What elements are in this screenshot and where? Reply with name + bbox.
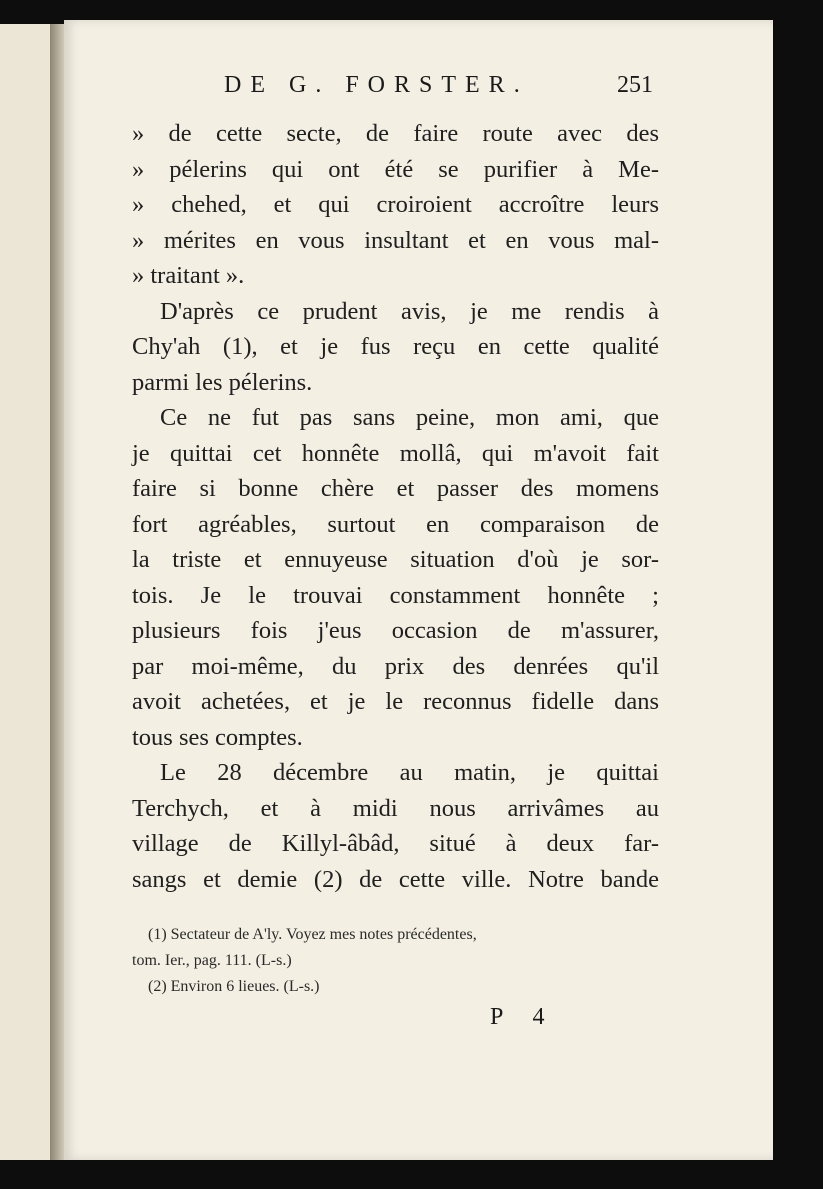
text-line: » mérites en vous insultant et en vous mal- <box>132 226 659 254</box>
facing-page-edge <box>0 24 52 1160</box>
text-line: par moi-même, du prix des denrées qu'il <box>132 652 659 680</box>
text-line: Chy'ah (1), et je fus reçu en cette qualité <box>132 333 659 360</box>
signature-mark: P 4 <box>490 1004 557 1030</box>
text-line: fort agréables, surtout en comparaison de <box>132 510 659 538</box>
footnotes <box>132 922 659 1000</box>
text-line: Terchych, et à midi nous arrivâmes au <box>132 794 659 822</box>
text-line: parmi les pélerins. <box>132 368 313 396</box>
text-line: » pélerins qui ont été se purifier à Me- <box>132 155 659 183</box>
text-line: » chehed, et qui croiroient accroître leurs <box>132 191 659 218</box>
footnote-line: (1) Sectateur de A'ly. Voyez mes notes précédentes, <box>148 926 477 943</box>
text-line: » de cette secte, de faire route avec des <box>132 120 659 147</box>
page-number: 251 <box>617 72 653 98</box>
footnote-line: (2) Environ 6 lieues. (L-s.) <box>148 978 320 995</box>
text-line: sangs et demie (2) de cette ville. Notre bande <box>132 865 659 893</box>
text-line: avoit achetées, et je le reconnus fidelle dans <box>132 688 659 715</box>
text-line: tois. Je le trouvai constamment honnête ; <box>132 581 659 609</box>
running-head <box>64 72 773 108</box>
text-line: la triste et ennuyeuse situation d'où je sor- <box>132 546 659 573</box>
running-title: DE G. FORSTER. <box>224 72 529 98</box>
text-line: D'après ce prudent avis, je me rendis à <box>160 297 659 325</box>
text-line: tous ses comptes. <box>132 723 303 751</box>
text-line: » traitant ». <box>132 262 245 289</box>
text-line: plusieurs fois j'eus occasion de m'assurer, <box>132 617 659 644</box>
footnote-line: tom. Ier., pag. 111. (L-s.) <box>132 952 292 969</box>
text-line: je quittai cet honnête mollâ, qui m'avoit fait <box>132 439 659 467</box>
book-page <box>64 20 773 1160</box>
text-line: Le 28 décembre au matin, je quittai <box>160 759 659 786</box>
text-line: village de Killyl-âbâd, situé à deux far- <box>132 830 659 857</box>
text-line: faire si bonne chère et passer des momens <box>132 475 659 502</box>
body-text <box>132 116 659 897</box>
text-line: Ce ne fut pas sans peine, mon ami, que <box>160 404 659 431</box>
